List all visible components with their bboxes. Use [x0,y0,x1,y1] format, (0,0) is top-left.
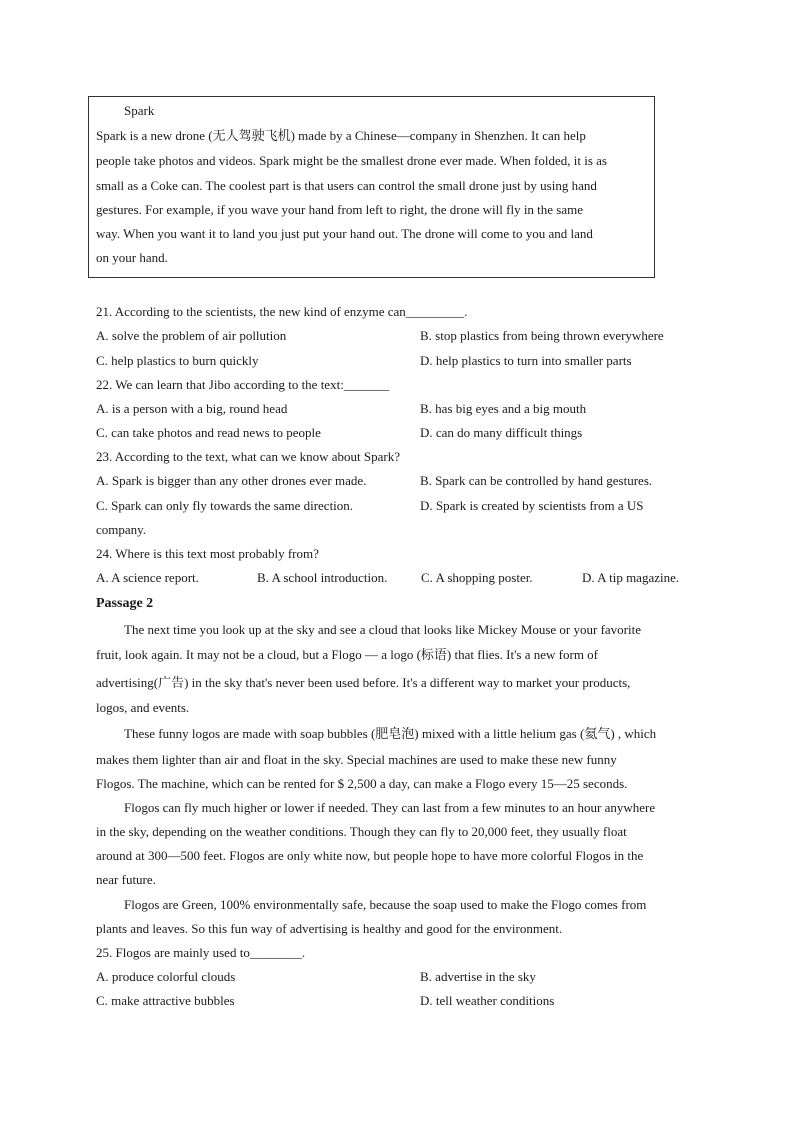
q22-option-b: B. has big eyes and a big mouth [420,401,587,416]
q22-option-c: C. can take photos and read news to people [96,425,321,440]
passage-2-line-1: The next time you look up at the sky and see a cloud that looks like Mickey Mouse or your favorite [124,622,641,637]
passage-2-line-5: These funny logos are made with soap bubbles (肥皂泡) mixed with a little helium gas (氦气) , which [124,726,657,741]
spark-line-6: on your hand. [96,250,168,265]
q21-option-a: A. solve the problem of air pollution [96,328,287,343]
passage-2-line-13: plants and leaves. So this fun way of advertising is healthy and good for the environment. [96,921,563,936]
q24-option-a: A. A science report. [96,570,199,585]
spark-line-2: people take photos and videos. Spark might be the smallest drone ever made. When folded, it is as [96,153,607,168]
passage-2-line-11: near future. [96,872,156,887]
question-25: 25. Flogos are mainly used to________. [96,945,306,960]
question-24: 24. Where is this text most probably from? [96,546,319,561]
passage-2-line-6: makes them lighter than air and float in the sky. Special machines are used to make these new funny [96,752,617,767]
q22-option-d: D. can do many difficult things [420,425,583,440]
q24-option-b: B. A school introduction. [257,570,388,585]
q23-option-d-continued: company. [96,522,147,537]
q25-option-a: A. produce colorful clouds [96,969,236,984]
passage-2-line-9: in the sky, depending on the weather conditions. Though they can fly to 20,000 feet, they usually float [96,824,627,839]
question-22: 22. We can learn that Jibo according to the text:_______ [96,377,390,392]
q24-option-c: C. A shopping poster. [421,570,533,585]
question-23: 23. According to the text, what can we know about Spark? [96,449,400,464]
passage-2-line-2: fruit, look again. It may not be a cloud, but a Flogo — a logo (标语) that flies. It's a new form of [96,647,599,662]
q23-option-b: B. Spark can be controlled by hand gestures. [420,473,653,488]
q21-option-d: D. help plastics to turn into smaller parts [420,353,632,368]
passage-2-heading: Passage 2 [96,596,154,611]
q21-option-c: C. help plastics to burn quickly [96,353,259,368]
question-21: 21. According to the scientists, the new kind of enzyme can_________. [96,304,468,319]
passage-2-line-4: logos, and events. [96,700,190,715]
spark-line-1: Spark is a new drone (无人驾驶飞机) made by a Chinese—company in Shenzhen. It can help [96,128,586,143]
q25-option-c: C. make attractive bubbles [96,993,235,1008]
passage-2-line-10: around at 300—500 feet. Flogos are only white now, but people hope to have more colorful Flogos in the [96,848,644,863]
q25-option-d: D. tell weather conditions [420,993,555,1008]
q21-option-b: B. stop plastics from being thrown everywhere [420,328,664,343]
q24-option-d: D. A tip magazine. [582,570,680,585]
passage-2-line-7: Flogos. The machine, which can be rented for $ 2,500 a day, can make a Flogo every 15—25 seconds. [96,776,628,791]
q25-option-b: B. advertise in the sky [420,969,536,984]
passage-2-line-8: Flogos can fly much higher or lower if needed. They can last from a few minutes to an hour anywhere [124,800,656,815]
passage-2-line-12: Flogos are Green, 100% environmentally safe, because the soap used to make the Flogo comes from [124,897,647,912]
q22-option-a: A. is a person with a big, round head [96,401,288,416]
spark-title: Spark [124,103,155,118]
q23-option-d: D. Spark is created by scientists from a US [420,498,644,513]
passage-2-line-3: advertising(广告) in the sky that's never been used before. It's a different way to market your products, [96,675,631,690]
spark-line-5: way. When you want it to land you just put your hand out. The drone will come to you and land [96,226,593,241]
spark-line-3: small as a Coke can. The coolest part is that users can control the small drone just by using hand [96,178,597,193]
q23-option-c: C. Spark can only fly towards the same direction. [96,498,354,513]
spark-line-4: gestures. For example, if you wave your hand from left to right, the drone will fly in the same [96,202,584,217]
q23-option-a: A. Spark is bigger than any other drones ever made. [96,473,367,488]
